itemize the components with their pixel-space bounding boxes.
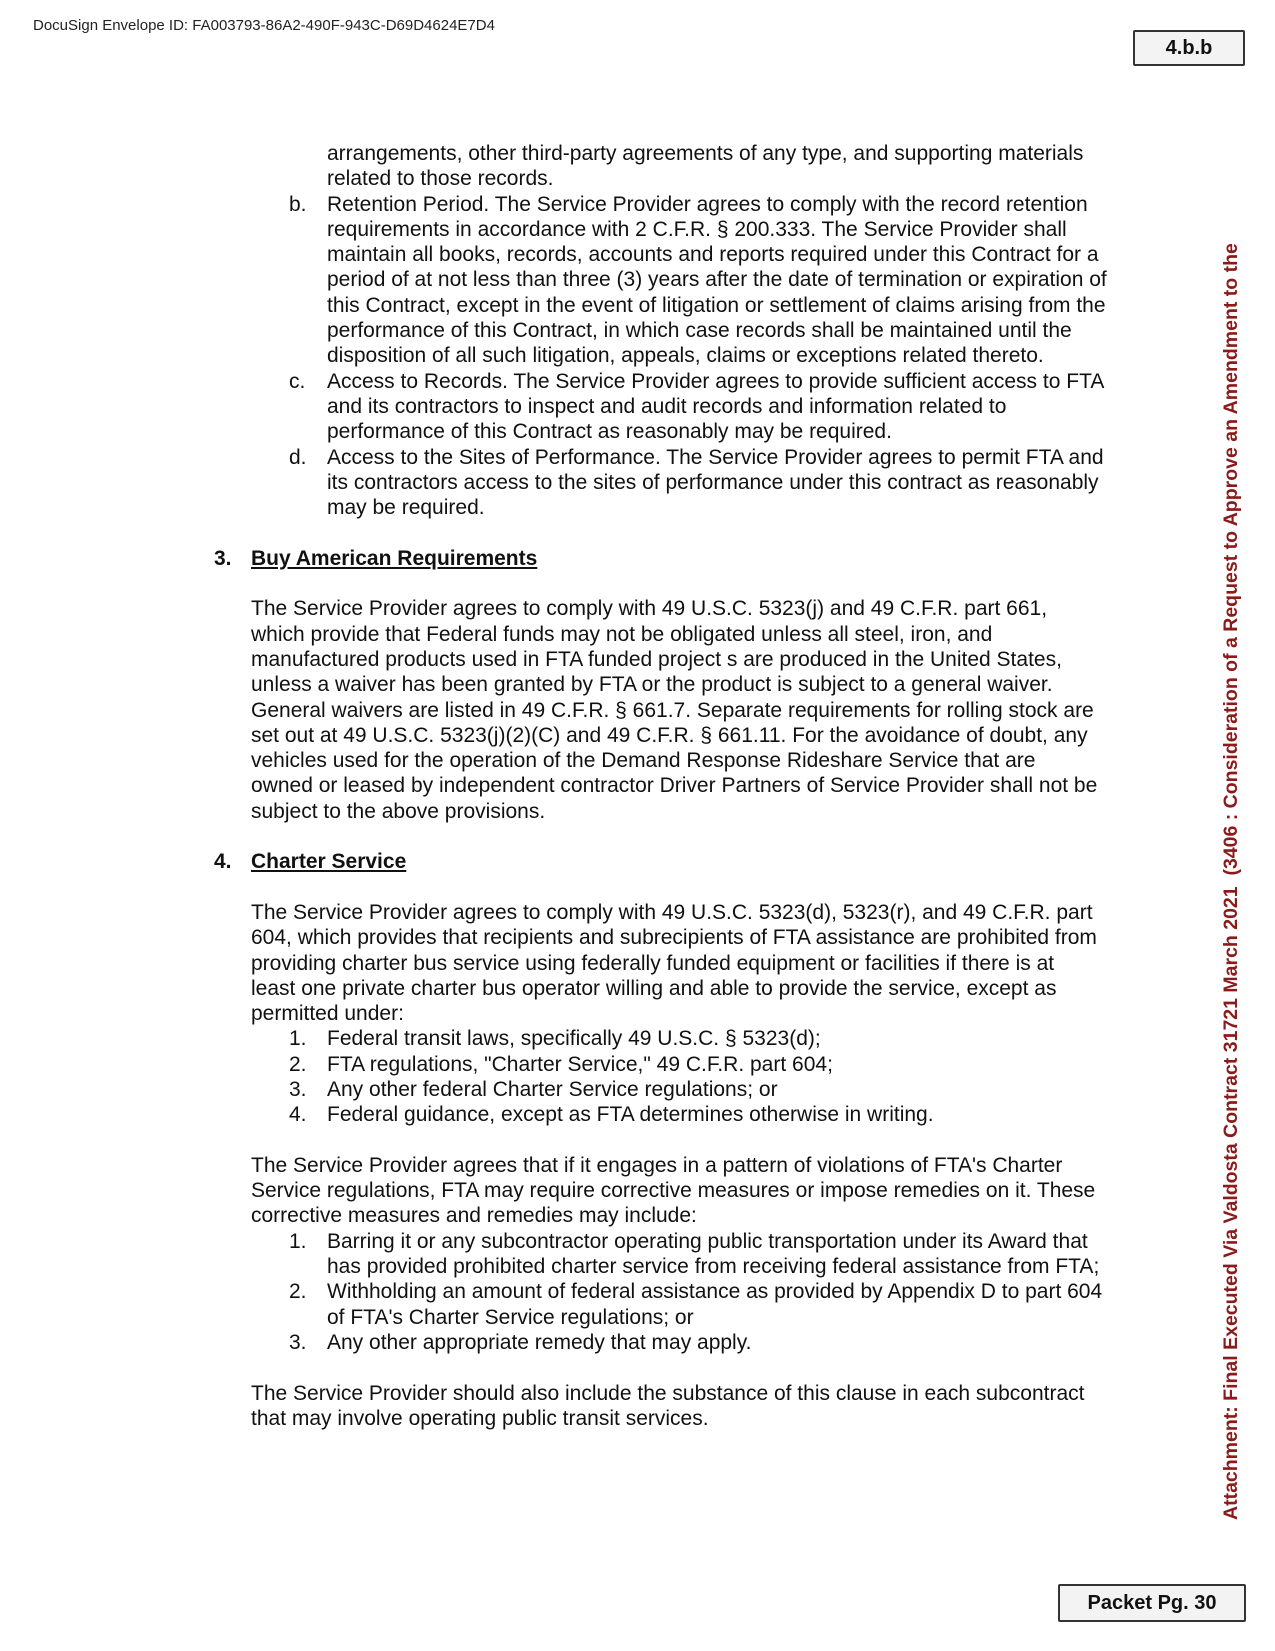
list-marker: 2. xyxy=(289,1280,307,1304)
list-item-text: Federal transit laws, specifically 49 U.S.C. § 5323(d); xyxy=(327,1027,821,1051)
list-marker: 3. xyxy=(289,1330,307,1354)
list-item-text: Withholding an amount of federal assistance as provided by Appendix D to part 604 of FTA's Charter Service regulations; or xyxy=(327,1280,1103,1329)
section-title: Charter Service xyxy=(251,850,407,874)
list-item-text: Access to Records. The Service Provider agrees to provide sufficient access to FTA and its contractors to inspect and audit records and information related to performance of this Contract as reasonably may be required. xyxy=(327,369,1104,444)
envelope-id: DocuSign Envelope ID: FA003793-86A2-490F-943C-D69D4624E7D4 xyxy=(33,17,495,34)
list-item xyxy=(0,1026,1107,1051)
list-item xyxy=(0,369,1107,445)
list-item xyxy=(0,1279,1107,1330)
attachment-sidebar: Attachment: Final Executed Via Valdosta Contract 31721 March 2021 (3406 : Consideration of a Request to Approve an Amendment to the xyxy=(1220,243,1242,1520)
list-item-text: FTA regulations, "Charter Service," 49 C.F.R. part 604; xyxy=(327,1052,833,1076)
list-item-text: Barring it or any subcontractor operating public transportation under its Award that has provided prohibited charter service from receiving federal assistance from FTA; xyxy=(327,1229,1100,1279)
paragraph: The Service Provider should also include the substance of this clause in each subcontract that may involve operating public transit services. xyxy=(251,1381,1085,1430)
list-item-text: Access to the Sites of Performance. The Service Provider agrees to permit FTA and its contractors access to the sites of performance under this contract as reasonably may be required. xyxy=(327,445,1104,520)
list-item xyxy=(0,1052,1107,1077)
list-item xyxy=(0,192,1107,369)
section2-continuation: arrangements, other third-party agreements of any type, and supporting materials related to those records. xyxy=(327,142,1084,191)
paragraph: The Service Provider agrees that if it engages in a pattern of violations of FTA's Charter Service regulations, FTA may require corrective measures or impose remedies on it. These corrective measures and remedies may include: xyxy=(251,1153,1096,1228)
list-marker: 3. xyxy=(289,1077,307,1101)
list-item xyxy=(0,1077,1107,1102)
section-heading xyxy=(0,849,1130,874)
section-number: 3. xyxy=(214,546,232,570)
list-item-text: Federal guidance, except as FTA determines otherwise in writing. xyxy=(327,1103,934,1127)
list-item xyxy=(0,1330,1107,1355)
document-body xyxy=(0,141,1130,1431)
packet-page-number: Packet Pg. 30 xyxy=(1058,1584,1246,1622)
list-item xyxy=(0,445,1107,521)
list-marker: c. xyxy=(289,369,306,393)
list-item-text: Any other appropriate remedy that may apply. xyxy=(327,1330,752,1354)
section-number: 4. xyxy=(214,850,232,874)
list-marker: b. xyxy=(289,192,307,216)
list-item xyxy=(0,1102,1107,1127)
list-marker: d. xyxy=(289,445,307,469)
agenda-tag: 4.b.b xyxy=(1133,30,1245,66)
list-marker: 2. xyxy=(289,1052,307,1076)
paragraph: The Service Provider agrees to comply with 49 U.S.C. 5323(j) and 49 C.F.R. part 661, which provide that Federal funds may not be obligated unless all steel, iron, and manufactured products used in FTA funded project s are produced in the United States, unless a waiver has been granted by FTA or the product is subject to a general waiver. General waivers are listed in 49 C.F.R. § 661.7. Separate requirements for rolling stock are set out at 49 U.S.C. 5323(j)(2)(C) and 49 C.F.R. § 661.11. For the avoidance of doubt, any vehicles used for the operation of the Demand Response Rideshare Service that are owned or leased by independent contractor Driver Partners of Service Provider shall not be subject to the above provisions. xyxy=(251,597,1098,823)
list-marker: 1. xyxy=(289,1027,307,1051)
list-item xyxy=(0,1229,1107,1280)
list-item-text: Retention Period. The Service Provider agrees to comply with the record retention requirements in accordance with 2 C.F.R. § 200.333. The Service Provider shall maintain all books, records, accounts and reports required under this Contract for a period of at not less than three (3) years after the date of termination or expiration of this Contract, except in the event of litigation or settlement of claims arising from the performance of this Contract, in which case records shall be maintained until the disposition of all such litigation, appeals, claims or exceptions related thereto. xyxy=(327,192,1107,368)
list-marker: 4. xyxy=(289,1103,307,1127)
list-marker: 1. xyxy=(289,1229,307,1253)
section-title: Buy American Requirements xyxy=(251,546,538,570)
paragraph: The Service Provider agrees to comply with 49 U.S.C. 5323(d), 5323(r), and 49 C.F.R. part 604, which provides that recipients and subrecipients of FTA assistance are prohibited from providing charter bus service using federally funded equipment or facilities if there is at least one private charter bus operator willing and able to provide the service, except as permitted under: xyxy=(251,900,1097,1026)
list-item-text: Any other federal Charter Service regulations; or xyxy=(327,1077,778,1101)
section-heading xyxy=(0,546,1130,571)
